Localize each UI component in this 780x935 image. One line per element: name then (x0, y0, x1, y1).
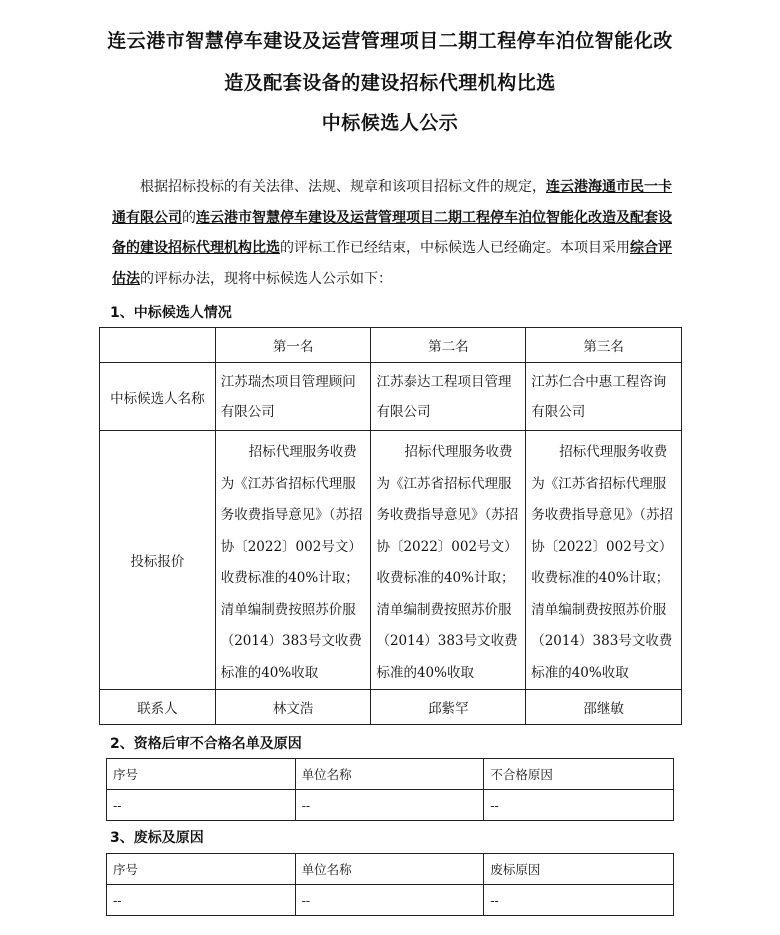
rank-3-header: 第三名 (526, 328, 682, 363)
disqualified-table (106, 758, 674, 821)
table-row (100, 363, 682, 431)
intro-text-1: 根据招标投标的有关法律、法规、规章和该项目招标文件的规定， (140, 179, 546, 195)
intro-text-4: 的评标办法，现将中标候选人公示如下： (140, 270, 392, 287)
table-cell: -- (107, 790, 296, 821)
candidate-1-price: 招标代理服务收费为《江苏省招标代理服务收费指导意见》（苏招协〔2022〕002号文）收费标准的40%计取；清单编制费按照苏价服（2014）383号文收费标准的40%收取 (215, 431, 371, 690)
intro-text-3: 的评标工作已经结束，中标候选人已经确定。本项目采用 (280, 240, 630, 256)
tenderer-name: 连云港海通市民一卡通有限公司 (112, 179, 672, 226)
candidate-2-contact: 邱紫罕 (371, 690, 526, 725)
row-label-price: 投标报价 (100, 431, 216, 690)
section-1-heading: 1、中标候选人情况 (110, 305, 232, 321)
candidate-2-name: 江苏泰达工程项目管理有限公司 (371, 363, 526, 431)
table-cell: -- (484, 885, 674, 916)
row-label-name: 中标候选人名称 (100, 363, 216, 431)
table-row (107, 885, 674, 916)
section-3-heading: 3、废标及原因 (110, 830, 204, 846)
candidate-3-name: 江苏仁合中惠工程咨询有限公司 (526, 363, 682, 431)
table-cell: -- (295, 885, 484, 916)
document-title-line-1: 连云港市智慧停车建设及运营管理项目二期工程停车泊位智能化改 (107, 30, 673, 52)
document-subtitle: 中标候选人公示 (321, 112, 459, 134)
rank-2-header: 第二名 (371, 328, 526, 363)
evaluation-method: 综合评估法 (112, 240, 672, 287)
candidate-2-price: 招标代理服务收费为《江苏省招标代理服务收费指导意见》（苏招协〔2022〕002号文）收费标准的40%计取；清单编制费按照苏价服（2014）383号文收费标准的40%收取 (371, 431, 526, 690)
table-cell: -- (484, 790, 674, 821)
project-name: 连云港市智慧停车建设及运营管理项目二期工程停车泊位智能化改造及配套设备的建设招标代理机构比选 (112, 209, 672, 256)
intro-paragraph (112, 172, 672, 294)
col-header-reason: 废标原因 (484, 854, 674, 885)
col-header-index: 序号 (107, 759, 296, 790)
row-label-contact: 联系人 (100, 690, 216, 725)
candidates-table (99, 327, 682, 725)
void-bid-table (106, 853, 674, 916)
candidate-1-name: 江苏瑞杰项目管理顾问有限公司 (215, 363, 371, 431)
table-row (100, 690, 682, 725)
document-title-line-2: 造及配套设备的建设招标代理机构比选 (224, 72, 556, 94)
candidate-1-contact: 林文浩 (215, 690, 371, 725)
intro-text-2: 的 (182, 209, 196, 226)
table-row (107, 759, 674, 790)
rank-1-header: 第一名 (215, 328, 371, 363)
table-row (100, 431, 682, 690)
col-header-reason: 不合格原因 (484, 759, 674, 790)
candidate-3-contact: 邵继敏 (526, 690, 682, 725)
table-cell: -- (295, 790, 484, 821)
section-2-heading: 2、资格后审不合格名单及原因 (110, 736, 302, 752)
table-row (100, 328, 682, 363)
table-cell-empty (100, 328, 216, 363)
col-header-unit: 单位名称 (295, 854, 484, 885)
table-cell: -- (107, 885, 296, 916)
table-row (107, 790, 674, 821)
candidate-3-price: 招标代理服务收费为《江苏省招标代理服务收费指导意见》（苏招协〔2022〕002号文）收费标准的40%计取；清单编制费按照苏价服（2014）383号文收费标准的40%收取 (526, 431, 682, 690)
table-row (107, 854, 674, 885)
col-header-index: 序号 (107, 854, 296, 885)
col-header-unit: 单位名称 (295, 759, 484, 790)
